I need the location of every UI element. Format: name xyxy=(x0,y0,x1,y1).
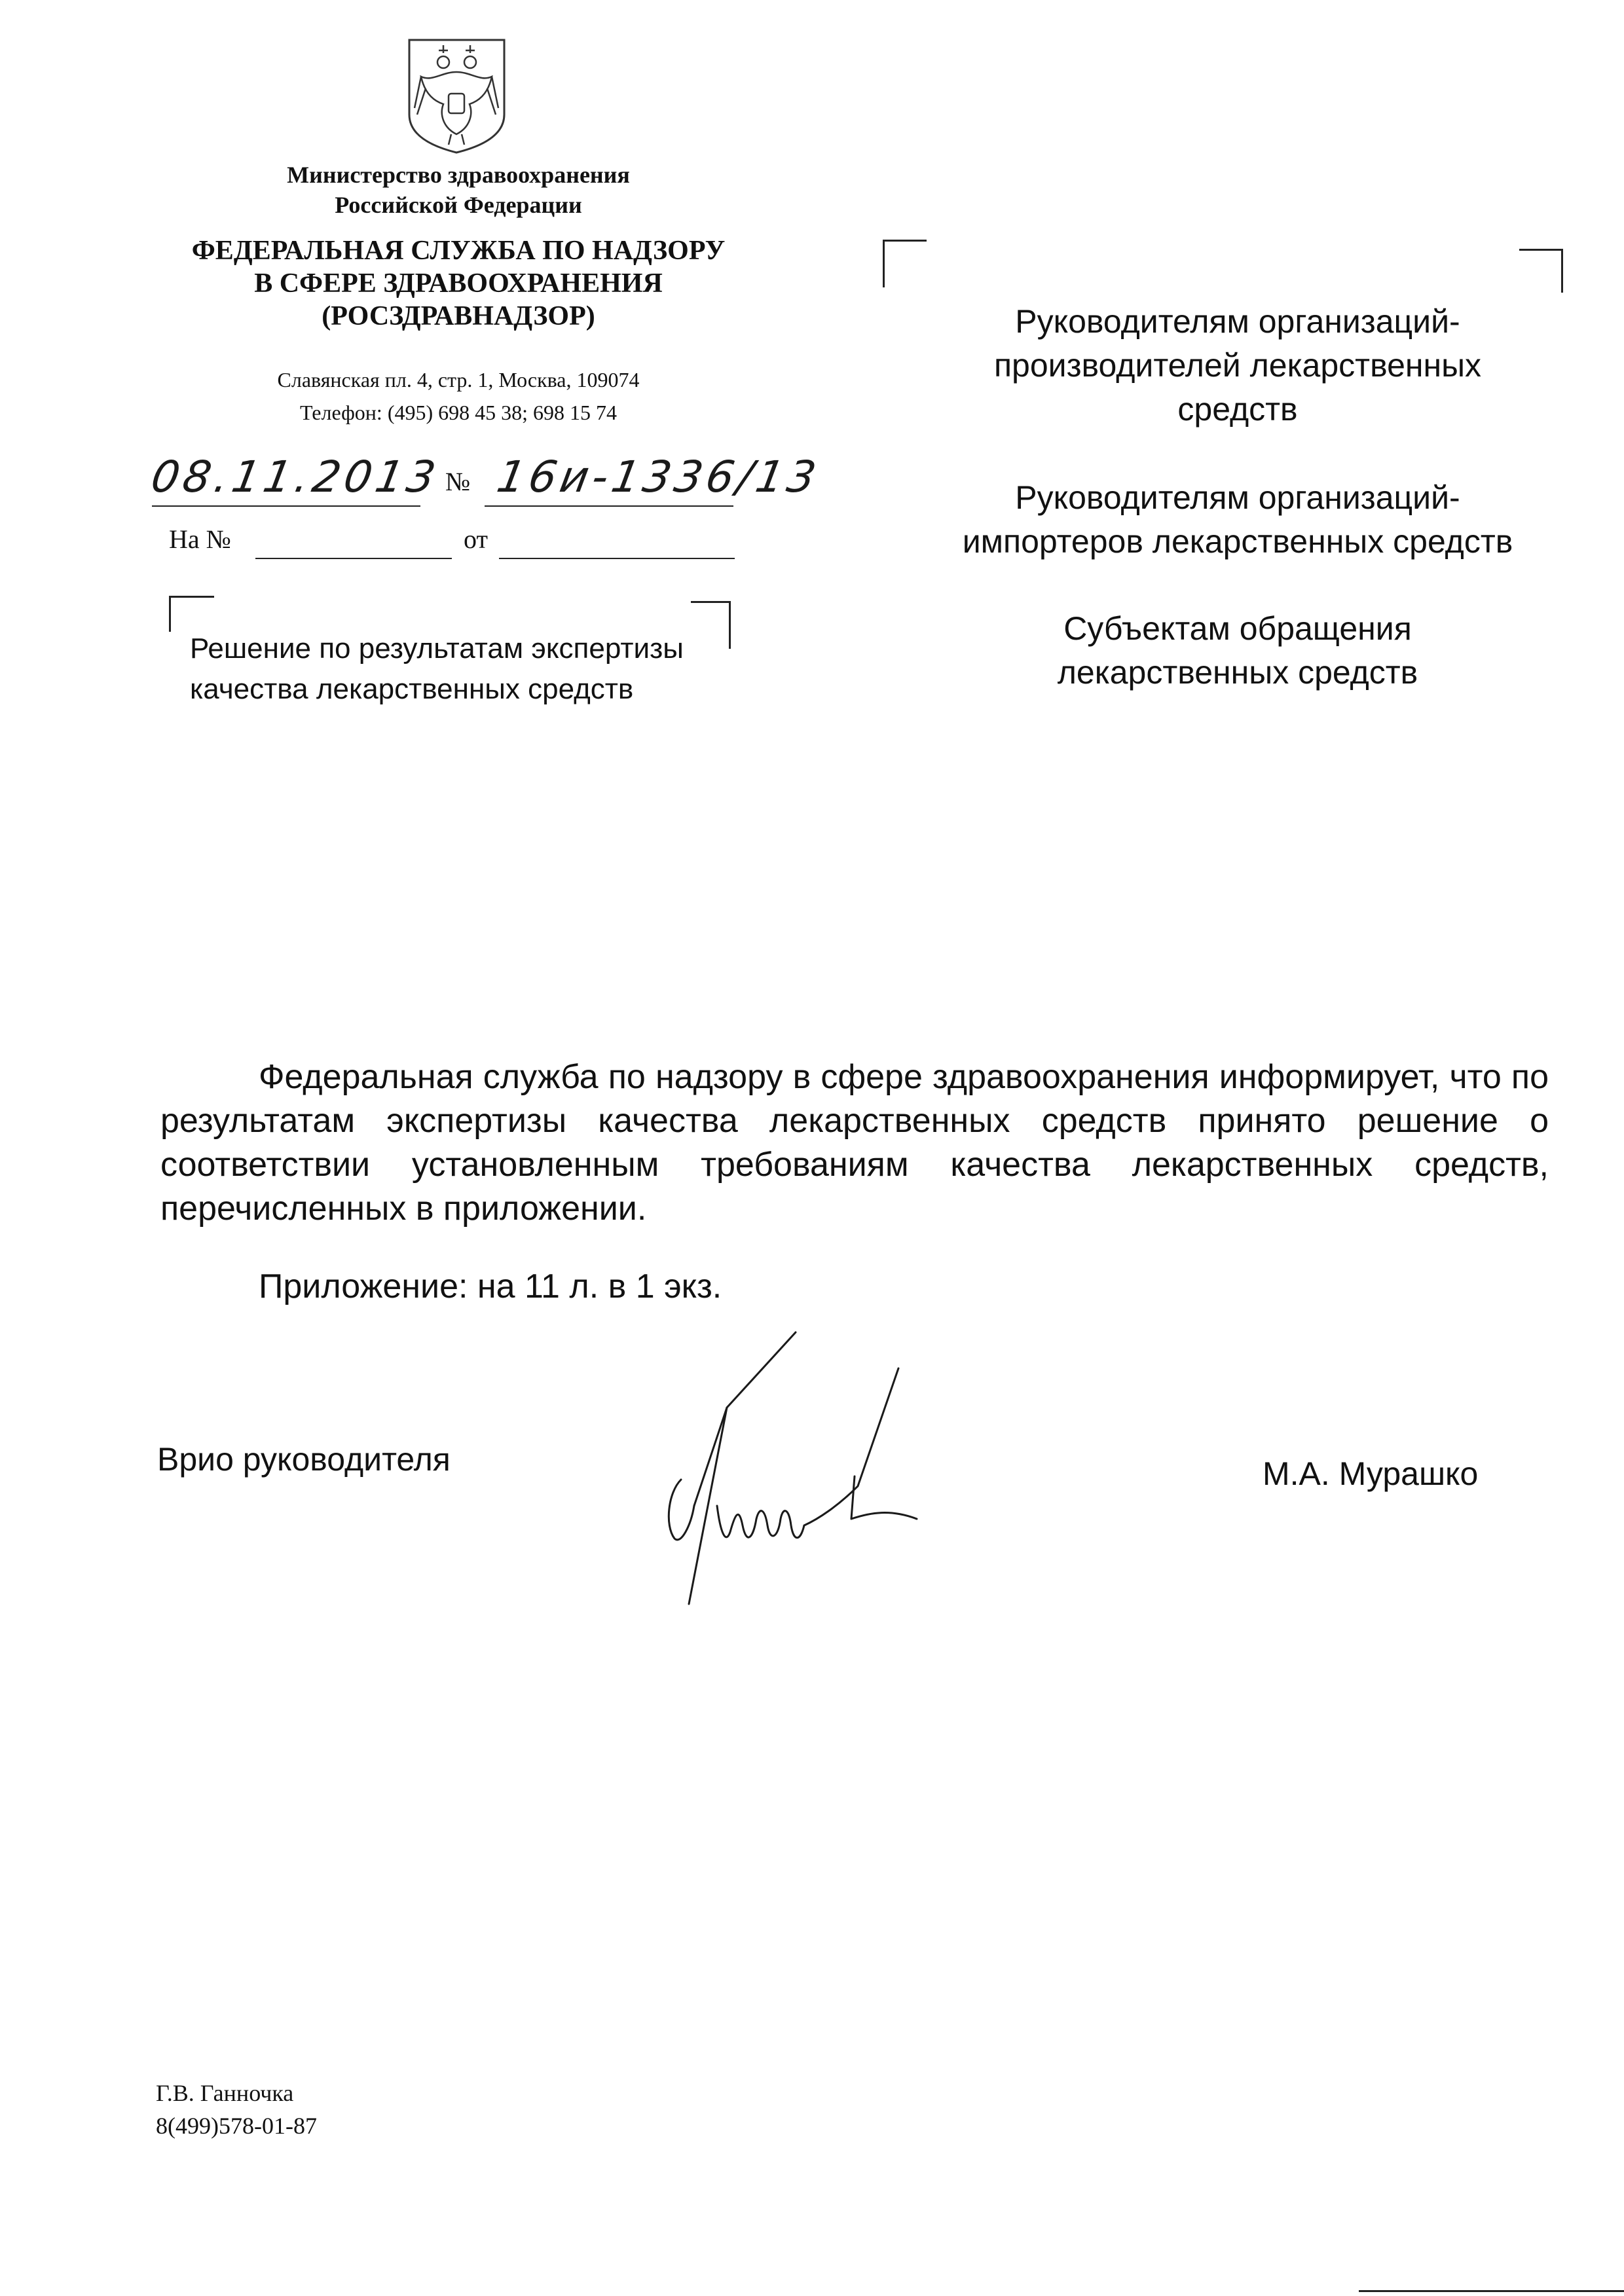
reply-date-line xyxy=(499,558,735,559)
executor-info xyxy=(156,2077,317,2142)
addressee-line: производителей лекарственных xyxy=(993,347,1482,384)
subject-corner-left xyxy=(169,596,214,632)
number-sign: № xyxy=(445,467,471,496)
date-underline xyxy=(152,505,420,507)
signatory-name: М.А. Мурашко xyxy=(1263,1455,1479,1492)
service-name xyxy=(131,234,786,333)
addressee-line: лекарственных средств xyxy=(1057,654,1418,691)
ministry-name xyxy=(196,160,720,220)
addressee-corner-left xyxy=(883,240,927,287)
addressee-line: средств xyxy=(1177,391,1298,428)
from-label: от xyxy=(464,524,488,554)
ministry-line: Российской Федерации xyxy=(335,192,582,218)
addressee-line: импортеров лекарственных средств xyxy=(962,523,1513,560)
ministry-line: Министерство здравоохранения xyxy=(287,162,630,188)
subject-line: Решение по результатам экспертизы xyxy=(190,632,684,665)
letter-body: Федеральная служба по надзору в сфере здравоохранения информирует, что по результатам экспертизы качества лекарственных средств принято решение о соответствии установленным требованиям качества лекарственных средств, перечисленных в приложении. xyxy=(160,1058,1549,1228)
addressee-circulation-subjects xyxy=(923,607,1552,695)
registration-date: 08.11.2013 xyxy=(147,452,443,502)
reply-number-line xyxy=(255,558,452,559)
handwritten-signature xyxy=(655,1329,1022,1617)
addressee-importers xyxy=(923,476,1552,564)
signatory-role: Врио руководителя xyxy=(157,1441,451,1478)
coat-of-arms-icon xyxy=(403,36,511,155)
executor-phone: 8(499)578-01-87 xyxy=(156,2113,317,2139)
service-line: (РОСЗДРАВНАДЗОР) xyxy=(322,301,595,331)
addressee-corner-right xyxy=(1519,249,1563,293)
addressee-producers xyxy=(923,300,1552,431)
number-underline xyxy=(485,505,733,507)
attachment-note: Приложение: на 11 л. в 1 экз. xyxy=(259,1267,722,1305)
service-line: В СФЕРЕ ЗДРАВООХРАНЕНИЯ xyxy=(254,268,663,299)
service-line: ФЕДЕРАЛЬНАЯ СЛУЖБА ПО НАДЗОРУ xyxy=(191,236,726,266)
subject-line: качества лекарственных средств xyxy=(190,673,634,705)
addressee-line: Руководителям организаций- xyxy=(1015,303,1460,340)
service-address xyxy=(164,363,753,429)
page-edge-line xyxy=(1359,2290,1624,2292)
executor-name: Г.В. Ганночка xyxy=(156,2080,294,2106)
address-line: Славянская пл. 4, стр. 1, Москва, 109074 xyxy=(277,368,640,392)
phone-line: Телефон: (495) 698 45 38; 698 15 74 xyxy=(299,401,618,424)
addressee-line: Руководителям организаций- xyxy=(1015,479,1460,516)
registration-number: 16и-1336/13 xyxy=(493,452,824,502)
addressee-line: Субъектам обращения xyxy=(1063,610,1412,647)
reply-to-label: На № xyxy=(169,524,231,554)
letter-subject xyxy=(190,629,779,710)
